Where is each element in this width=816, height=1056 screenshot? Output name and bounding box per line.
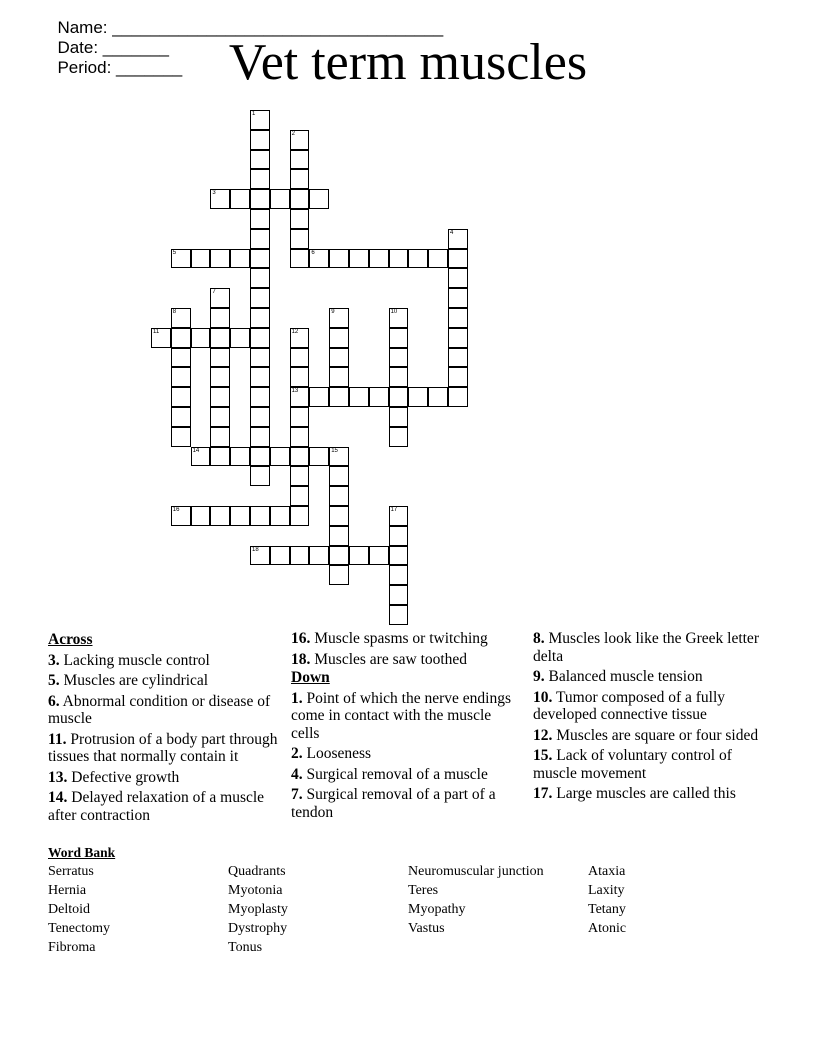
grid-cell[interactable] xyxy=(290,150,310,170)
grid-cell[interactable] xyxy=(230,189,250,209)
grid-cell[interactable] xyxy=(290,130,310,150)
clue-number: 7 xyxy=(212,289,216,296)
clue-down-17: 17. Large muscles are called this xyxy=(533,785,736,802)
grid-cell[interactable] xyxy=(290,447,310,467)
grid-cell[interactable] xyxy=(250,447,270,467)
grid-cell[interactable] xyxy=(309,546,329,566)
word-bank-item: Teres xyxy=(408,883,439,898)
grid-cell[interactable] xyxy=(369,546,389,566)
word-bank-item: Hernia xyxy=(48,883,87,898)
grid-cell[interactable] xyxy=(428,387,448,407)
clue-number: 14 xyxy=(192,447,200,454)
grid-cell[interactable] xyxy=(448,387,468,407)
word-bank-item: Tetany xyxy=(588,902,626,917)
grid-cell[interactable] xyxy=(210,308,230,328)
word-bank-item: Myopathy xyxy=(408,902,466,917)
grid-cell[interactable] xyxy=(329,308,349,328)
grid-cell[interactable] xyxy=(329,367,349,387)
grid-cell[interactable] xyxy=(389,249,409,269)
grid-cell[interactable] xyxy=(448,367,468,387)
word-bank-item: Myotonia xyxy=(228,883,283,898)
grid-cell[interactable] xyxy=(349,249,369,269)
grid-cell[interactable] xyxy=(408,387,428,407)
grid-cell[interactable] xyxy=(329,506,349,526)
clue-across-13: 13. Defective growth xyxy=(48,768,180,786)
grid-cell[interactable] xyxy=(290,486,310,506)
grid-cell[interactable] xyxy=(171,407,191,427)
clue-across-18: 18. Muscles are saw toothed xyxy=(291,650,468,668)
word-bank-item: Tenectomy xyxy=(48,921,110,936)
grid-cell[interactable] xyxy=(369,387,389,407)
clue-down-2: 2. Looseness xyxy=(291,745,372,762)
grid-cell[interactable] xyxy=(389,546,409,566)
grid-cell[interactable] xyxy=(171,249,191,269)
grid-cell[interactable] xyxy=(171,367,191,387)
word-bank-item: Atonic xyxy=(588,921,627,936)
word-bank-item: Dystrophy xyxy=(228,921,288,936)
clue-down-8: 8. Muscles look like the Greek letter delta xyxy=(533,630,759,665)
clue-number: 15 xyxy=(331,447,338,454)
clue-number: 18 xyxy=(252,546,259,553)
grid-cell[interactable] xyxy=(230,249,250,269)
grid-cell[interactable] xyxy=(250,367,270,387)
clue-number: 9 xyxy=(331,309,335,315)
word-bank-item: Quadrants xyxy=(228,864,286,879)
grid-cell[interactable] xyxy=(290,367,310,387)
grid-cell[interactable] xyxy=(250,506,270,526)
grid-cell[interactable] xyxy=(290,466,310,486)
grid-cell[interactable] xyxy=(250,249,270,269)
grid-cell[interactable] xyxy=(210,348,230,368)
clue-across-11: 11. Protrusion of a body part through tissues that normally contain it xyxy=(48,730,278,765)
clue-number: 10 xyxy=(390,309,398,315)
word-bank-title: Word Bank xyxy=(48,845,116,860)
grid-cell[interactable] xyxy=(171,348,191,368)
grid-cell[interactable] xyxy=(250,110,270,130)
grid-cell[interactable] xyxy=(349,387,369,407)
grid-cell[interactable] xyxy=(389,565,409,585)
grid-cell[interactable] xyxy=(210,407,230,427)
grid-cell[interactable] xyxy=(389,328,409,348)
grid-cell[interactable] xyxy=(210,427,230,447)
date-field-label[interactable]: Date: _______ xyxy=(57,38,169,57)
clues-column-3 xyxy=(533,630,765,803)
clue-number: 1 xyxy=(252,111,256,117)
grid-cell[interactable] xyxy=(309,249,329,269)
grid-cell[interactable] xyxy=(329,249,349,269)
grid-cell[interactable] xyxy=(329,486,349,506)
clue-number: 12 xyxy=(291,328,299,335)
grid-cell[interactable] xyxy=(270,546,290,566)
grid-cell[interactable] xyxy=(250,328,270,348)
grid-cell[interactable] xyxy=(389,585,409,605)
grid-cell[interactable] xyxy=(329,328,349,348)
grid-cell[interactable] xyxy=(448,288,468,308)
grid-cell[interactable] xyxy=(270,447,290,467)
grid-cell[interactable] xyxy=(171,328,191,348)
grid-cell[interactable] xyxy=(171,506,191,526)
grid-cell[interactable] xyxy=(448,268,468,288)
grid-cell[interactable] xyxy=(448,249,468,269)
clue-down-10: 10. Tumor composed of a fully developed connective tissue xyxy=(533,688,726,723)
clue-number: 11 xyxy=(153,328,160,335)
grid-cell[interactable] xyxy=(250,387,270,407)
grid-cell[interactable] xyxy=(448,229,468,249)
grid-cell[interactable] xyxy=(329,546,349,566)
grid-cell[interactable] xyxy=(389,308,409,328)
grid-cell[interactable] xyxy=(329,348,349,368)
clue-across-14: 14. Delayed relaxation of a muscle after contraction xyxy=(48,789,265,824)
clues-column-2 xyxy=(291,630,523,821)
grid-cell[interactable] xyxy=(210,189,230,209)
clue-number: 3 xyxy=(212,190,216,197)
grid-cell[interactable] xyxy=(448,328,468,348)
grid-cell[interactable] xyxy=(448,348,468,368)
grid-cell[interactable] xyxy=(210,367,230,387)
word-bank-item: Fibroma xyxy=(48,940,96,955)
grid-cell[interactable] xyxy=(151,328,171,348)
grid-cell[interactable] xyxy=(389,367,409,387)
grid-cell[interactable] xyxy=(389,526,409,546)
grid-cell[interactable] xyxy=(389,407,409,427)
grid-cell[interactable] xyxy=(389,427,409,447)
clue-number: 4 xyxy=(450,229,454,236)
grid-cell[interactable] xyxy=(210,447,230,467)
clue-down-4: 4. Surgical removal of a muscle xyxy=(291,765,488,783)
grid-cell[interactable] xyxy=(210,328,230,348)
grid-cell[interactable] xyxy=(250,169,270,189)
word-bank-item: Laxity xyxy=(588,883,625,898)
word-bank-item: Myoplasty xyxy=(228,902,288,917)
clue-across-6: 6. Abnormal condition or disease of muscle xyxy=(48,692,271,727)
grid-cell[interactable] xyxy=(250,308,270,328)
grid-cell[interactable] xyxy=(309,387,329,407)
clue-number: 13 xyxy=(291,388,299,395)
grid-cell[interactable] xyxy=(250,288,270,308)
grid-cell[interactable] xyxy=(250,150,270,170)
grid-cell[interactable] xyxy=(230,447,250,467)
grid-cell[interactable] xyxy=(329,526,349,546)
grid-cell[interactable] xyxy=(250,466,270,486)
grid-cell[interactable] xyxy=(349,546,369,566)
grid-cell[interactable] xyxy=(290,328,310,348)
grid-cell[interactable] xyxy=(290,387,310,407)
grid-cell[interactable] xyxy=(290,348,310,368)
word-bank-item: Neuromuscular junction xyxy=(408,864,544,879)
grid-cell[interactable] xyxy=(250,546,270,566)
grid-cell[interactable] xyxy=(270,506,290,526)
grid-cell[interactable] xyxy=(329,447,349,467)
grid-cell[interactable] xyxy=(171,308,191,328)
grid-cell[interactable] xyxy=(290,189,310,209)
grid-cell[interactable] xyxy=(250,130,270,150)
grid-cell[interactable] xyxy=(250,229,270,249)
grid-cell[interactable] xyxy=(309,447,329,467)
grid-cell[interactable] xyxy=(230,328,250,348)
word-bank-item: Tonus xyxy=(228,940,263,955)
grid-cell[interactable] xyxy=(290,506,310,526)
clues-column-1 xyxy=(48,630,278,824)
grid-cell[interactable] xyxy=(230,506,250,526)
grid-cell[interactable] xyxy=(389,506,409,526)
grid-cell[interactable] xyxy=(329,387,349,407)
clue-number: 6 xyxy=(311,249,315,256)
grid-cell[interactable] xyxy=(191,328,211,348)
clue-number: 17 xyxy=(390,507,398,513)
clue-number: 5 xyxy=(172,249,177,256)
word-bank-item: Ataxia xyxy=(588,864,626,879)
grid-cell[interactable] xyxy=(329,565,349,585)
clue-down-7: 7. Surgical removal of a part of a tendon xyxy=(291,786,496,821)
grid-cell[interactable] xyxy=(290,546,310,566)
grid-cell[interactable] xyxy=(389,605,409,625)
grid-cell[interactable] xyxy=(210,506,230,526)
grid-cell[interactable] xyxy=(191,447,211,467)
grid-cell[interactable] xyxy=(250,209,270,229)
word-bank-item: Vastus xyxy=(408,921,445,936)
grid-cell[interactable] xyxy=(448,308,468,328)
clue-down-15: 15. Lack of voluntary control of muscle movement xyxy=(533,747,732,782)
grid-cell[interactable] xyxy=(309,189,329,209)
down-heading: Down xyxy=(291,669,330,686)
grid-cell[interactable] xyxy=(389,348,409,368)
grid-cell[interactable] xyxy=(191,506,211,526)
grid-cell[interactable] xyxy=(171,427,191,447)
grid-cell[interactable] xyxy=(290,209,310,229)
grid-cell[interactable] xyxy=(329,466,349,486)
word-bank-item: Deltoid xyxy=(48,902,90,917)
grid-cell[interactable] xyxy=(290,427,310,447)
grid-cell[interactable] xyxy=(290,169,310,189)
grid-cell[interactable] xyxy=(171,387,191,407)
grid-cell[interactable] xyxy=(250,189,270,209)
grid-cell[interactable] xyxy=(290,249,310,269)
grid-cell[interactable] xyxy=(369,249,389,269)
grid-cell[interactable] xyxy=(250,407,270,427)
period-field-label[interactable]: Period: _______ xyxy=(57,58,183,77)
clue-across-16: 16. Muscle spasms or twitching xyxy=(291,630,488,647)
grid-cell[interactable] xyxy=(408,249,428,269)
clue-across-5: 5. Muscles are cylindrical xyxy=(48,672,209,689)
grid-cell[interactable] xyxy=(290,229,310,249)
clue-across-3: 3. Lacking muscle control xyxy=(48,651,210,669)
clue-down-12: 12. Muscles are square or four sided xyxy=(533,726,759,744)
grid-cell[interactable] xyxy=(250,268,270,288)
clue-number: 2 xyxy=(291,130,295,137)
grid-cell[interactable] xyxy=(270,189,290,209)
word-bank xyxy=(48,864,768,959)
grid-cell[interactable] xyxy=(290,407,310,427)
grid-cell[interactable] xyxy=(428,249,448,269)
page-title: Vet term muscles xyxy=(228,34,588,91)
clue-down-9: 9. Balanced muscle tension xyxy=(533,668,703,685)
grid-cell[interactable] xyxy=(389,387,409,407)
grid-cell[interactable] xyxy=(210,288,230,308)
grid-cell[interactable] xyxy=(191,249,211,269)
clue-number: 16 xyxy=(172,507,180,513)
grid-cell[interactable] xyxy=(210,249,230,269)
clue-down-1: 1. Point of which the nerve endings come in contact with the muscle cells xyxy=(291,689,511,742)
word-bank-item: Serratus xyxy=(48,864,94,879)
grid-cell[interactable] xyxy=(250,348,270,368)
grid-cell[interactable] xyxy=(210,387,230,407)
clue-number: 8 xyxy=(172,309,177,315)
name-field-label[interactable]: Name: ___________________________________ xyxy=(57,18,444,37)
grid-cell[interactable] xyxy=(250,427,270,447)
across-heading: Across xyxy=(48,631,93,648)
